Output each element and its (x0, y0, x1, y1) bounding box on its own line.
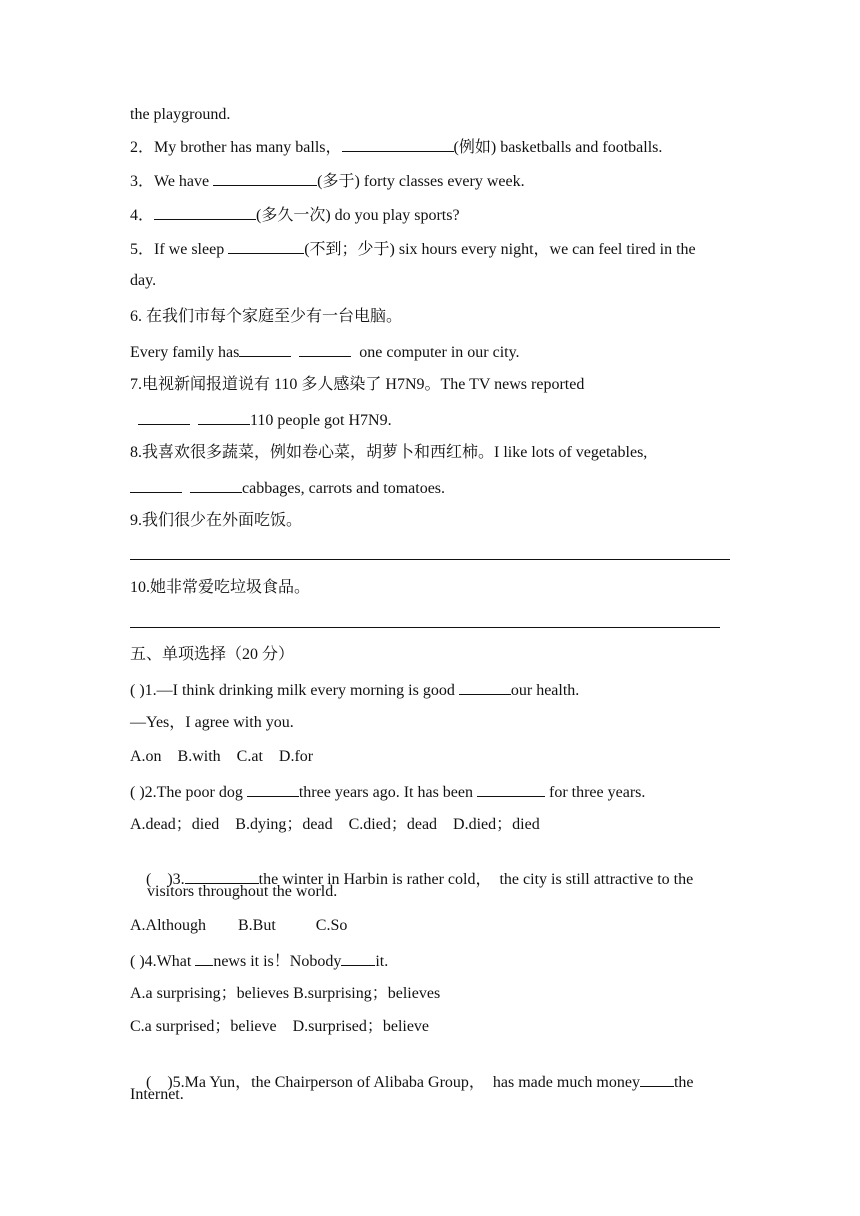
answer-blank[interactable] (247, 781, 299, 797)
answer-blank[interactable] (154, 204, 256, 220)
answer-blank[interactable] (213, 170, 317, 186)
answer-blank[interactable] (459, 679, 511, 695)
translation-question-9-chinese: 9.我们很少在外面吃饭。 (130, 512, 303, 529)
choice-question-3: ( )3. the winter in Harbin is rather cold， the city is still attractive to the (130, 848, 732, 910)
choice-question-1: ( )1.—I think drinking milk every morning is good our health. (130, 679, 732, 701)
choice-question-5-continuation: Internet. (130, 1086, 184, 1103)
answer-blank[interactable] (138, 409, 190, 425)
choice-question-4-options-1: A.a surprising；believes B.surprising；believes (130, 985, 441, 1002)
fill-question-5: 5．If we sleep (不到；少于) six hours every night，we can feel tired in the (130, 238, 732, 260)
fill-question-3: 3．We have (多于) forty classes every week. (130, 170, 732, 192)
answer-blank[interactable] (130, 477, 182, 493)
choice-question-4-options-2: C.a surprised；believe D.surprised；believe (130, 1018, 430, 1035)
answer-blank[interactable] (342, 136, 454, 152)
answer-blank[interactable] (239, 341, 291, 357)
answer-blank[interactable] (477, 781, 545, 797)
answer-blank[interactable] (228, 238, 304, 254)
choice-question-2: ( )2.The poor dog three years ago. It has been for three years. (130, 781, 732, 803)
choice-question-2-options: A.dead；died B.dying；dead C.died；dead D.died；died (130, 816, 540, 833)
choice-question-4: ( )4.What news it is！Nobody it. (130, 950, 732, 972)
translation-question-7-chinese: 7.电视新闻报道说有 110 多人感染了 H7N9。The TV news reported (130, 376, 585, 393)
q1-continuation: the playground. (130, 106, 231, 123)
answer-blank[interactable] (190, 477, 242, 493)
choice-question-1-reply: —Yes，I agree with you. (130, 714, 294, 731)
fill-question-5-continuation: day. (130, 272, 157, 289)
translation-question-6-chinese: 6. 在我们市每个家庭至少有一台电脑。 (130, 308, 403, 325)
answer-line[interactable] (130, 559, 730, 560)
answer-blank[interactable] (299, 341, 351, 357)
translation-question-8-english: cabbages, carrots and tomatoes. (130, 477, 732, 499)
choice-question-3-continuation: visitors throughout the world. (147, 883, 338, 900)
translation-question-10-chinese: 10.她非常爱吃垃圾食品。 (130, 579, 311, 596)
answer-blank[interactable] (341, 950, 375, 966)
answer-line[interactable] (130, 627, 720, 628)
section-5-heading: 五、单项选择（20 分） (130, 646, 295, 663)
answer-blank[interactable] (198, 409, 250, 425)
translation-question-6-english: Every family has one computer in our city. (130, 341, 732, 363)
fill-question-4: 4． (多久一次) do you play sports? (130, 204, 732, 226)
choice-question-5: ( )5.Ma Yun，the Chairperson of Alibaba Group， has made much money the (130, 1051, 732, 1113)
answer-blank[interactable] (195, 950, 213, 966)
fill-question-2: 2．My brother has many balls， (例如) basketballs and footballs. (130, 136, 732, 158)
choice-question-1-options: A.on B.with C.at D.for (130, 748, 314, 765)
choice-question-3-options: A.Although B.But C.So (130, 917, 348, 934)
translation-question-7-english: 110 people got H7N9. (130, 409, 732, 431)
translation-question-8-chinese: 8.我喜欢很多蔬菜，例如卷心菜，胡萝卜和西红柿。I like lots of vegetables, (130, 444, 648, 461)
